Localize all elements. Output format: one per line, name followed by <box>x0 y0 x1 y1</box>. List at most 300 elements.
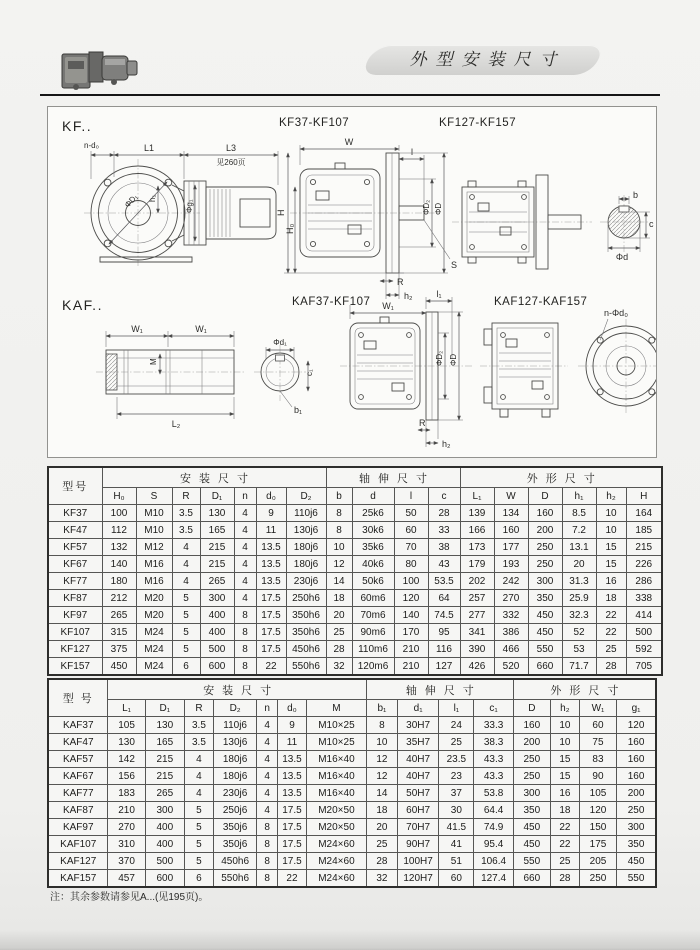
value-cell: M16×40 <box>306 768 366 785</box>
column-header: c <box>428 488 460 505</box>
value-cell: 9 <box>278 717 307 734</box>
value-cell: 180j6 <box>286 556 326 573</box>
model-cell: KAF67 <box>48 768 108 785</box>
value-cell: 315 <box>102 624 136 641</box>
value-cell: 286 <box>626 573 662 590</box>
group-header-mounting: 安装尺寸 <box>108 679 366 700</box>
value-cell: 230j6 <box>213 785 256 802</box>
value-cell: 450 <box>528 624 562 641</box>
value-cell: 20 <box>366 819 397 836</box>
value-cell: 180j6 <box>213 768 256 785</box>
dim-label-L1: L1 <box>143 143 155 153</box>
model-cell: KF57 <box>48 539 102 556</box>
column-header: W <box>494 488 528 505</box>
value-cell: 600 <box>145 870 184 888</box>
value-cell: 30k6 <box>352 522 394 539</box>
dim-label-l1: l₁ <box>436 289 442 299</box>
value-cell: 130 <box>145 717 184 734</box>
value-cell: 70m6 <box>352 607 394 624</box>
model-cell: KF87 <box>48 590 102 607</box>
sub-header-row <box>48 700 656 717</box>
value-cell: 40k6 <box>352 556 394 573</box>
column-header: D <box>528 488 562 505</box>
value-cell: 4 <box>234 522 256 539</box>
value-cell: 140 <box>394 607 428 624</box>
column-header: W₁ <box>579 700 616 717</box>
column-header: D₁ <box>145 700 184 717</box>
value-cell: 18 <box>596 590 626 607</box>
dim-label-D: ΦD <box>449 353 458 366</box>
value-cell: 215 <box>200 539 234 556</box>
value-cell: 13.1 <box>562 539 596 556</box>
page-bottom-shade <box>0 930 700 950</box>
value-cell: 160 <box>513 717 550 734</box>
value-cell: 12 <box>326 556 352 573</box>
value-cell: 127.4 <box>474 870 513 888</box>
value-cell: 4 <box>234 505 256 522</box>
value-cell: 50 <box>394 505 428 522</box>
column-header: L₁ <box>460 488 494 505</box>
column-header: n <box>257 700 278 717</box>
value-cell: M24 <box>136 658 172 676</box>
value-cell: 40H7 <box>397 768 438 785</box>
value-cell: 53.8 <box>474 785 513 802</box>
value-cell: 28 <box>550 870 579 888</box>
column-header: H <box>626 488 662 505</box>
value-cell: 75 <box>579 734 616 751</box>
value-cell: 4 <box>184 785 213 802</box>
value-cell: 270 <box>108 819 145 836</box>
value-cell: 5 <box>172 590 200 607</box>
value-cell: 132 <box>102 539 136 556</box>
value-cell: 18 <box>550 802 579 819</box>
value-cell: 250 <box>579 870 616 888</box>
value-cell: 350j6 <box>213 819 256 836</box>
value-cell: 70H7 <box>397 819 438 836</box>
value-cell: 130j6 <box>213 734 256 751</box>
value-cell: 5 <box>184 836 213 853</box>
value-cell: 250h6 <box>286 590 326 607</box>
value-cell: 13.5 <box>278 785 307 802</box>
value-cell: 112 <box>102 522 136 539</box>
kaf-right-range-label: KAF127-KAF157 <box>494 296 588 308</box>
model-cell: KAF127 <box>48 853 108 870</box>
model-cell: KF157 <box>48 658 102 676</box>
value-cell: 242 <box>494 573 528 590</box>
value-cell: 80 <box>394 556 428 573</box>
dim-label-h2: h₂ <box>442 439 451 449</box>
value-cell: 450 <box>513 836 550 853</box>
value-cell: 22 <box>550 836 579 853</box>
dim-label-D2: ΦD₂ <box>422 199 431 215</box>
value-cell: 150 <box>579 819 616 836</box>
value-cell: 110m6 <box>352 641 394 658</box>
dim-label-c1: c₁ <box>305 369 314 376</box>
kaf-shaft-section-drawing <box>254 338 314 415</box>
value-cell: 277 <box>460 607 494 624</box>
dim-label-R: R <box>397 277 404 287</box>
value-cell: 60H7 <box>397 802 438 819</box>
footnote: 注：其余参数请参见A...(见195页)。 <box>50 892 209 903</box>
value-cell: 140 <box>102 556 136 573</box>
column-header: d₀ <box>278 700 307 717</box>
dim-label-D1: ΦD₁ <box>122 192 140 210</box>
column-header: D₁ <box>200 488 234 505</box>
value-cell: 3.5 <box>172 505 200 522</box>
value-cell: 16 <box>596 573 626 590</box>
value-cell: 35H7 <box>397 734 438 751</box>
dim-label-H: H <box>276 209 286 216</box>
column-header: h₁ <box>562 488 596 505</box>
value-cell: 210 <box>394 641 428 658</box>
dim-label-L2: L₂ <box>171 419 181 429</box>
value-cell: 100 <box>394 573 428 590</box>
value-cell: M16×40 <box>306 751 366 768</box>
value-cell: 110j6 <box>213 717 256 734</box>
value-cell: 11 <box>278 734 307 751</box>
value-cell: 22 <box>256 658 286 676</box>
value-cell: 9 <box>256 505 286 522</box>
value-cell: 350h6 <box>286 607 326 624</box>
value-cell: 95 <box>428 624 460 641</box>
value-cell: M24×60 <box>306 836 366 853</box>
value-cell: 8 <box>234 641 256 658</box>
value-cell: 50k6 <box>352 573 394 590</box>
value-cell: 10 <box>326 539 352 556</box>
value-cell: 74.9 <box>474 819 513 836</box>
value-cell: 8 <box>234 607 256 624</box>
value-cell: 25 <box>366 836 397 853</box>
value-cell: 450 <box>617 853 656 870</box>
value-cell: 226 <box>626 556 662 573</box>
gear-motor-photo-graphic <box>56 38 144 94</box>
value-cell: 70 <box>394 539 428 556</box>
dim-label-n-d0: n-d₀ <box>84 141 99 150</box>
value-cell: 37 <box>439 785 474 802</box>
column-header: l <box>394 488 428 505</box>
table-row <box>48 590 662 607</box>
value-cell: 164 <box>626 505 662 522</box>
value-cell: 90 <box>579 768 616 785</box>
value-cell: 6 <box>172 658 200 676</box>
table-row <box>48 768 656 785</box>
column-header: g₁ <box>617 700 656 717</box>
model-cell: KF127 <box>48 641 102 658</box>
value-cell: M10×25 <box>306 734 366 751</box>
value-cell: 142 <box>108 751 145 768</box>
value-cell: 22 <box>596 607 626 624</box>
value-cell: 265 <box>145 785 184 802</box>
value-cell: 175 <box>579 836 616 853</box>
column-header: R <box>172 488 200 505</box>
value-cell: 60 <box>579 717 616 734</box>
kaf127-view-drawing <box>480 308 656 417</box>
value-cell: M24×60 <box>306 853 366 870</box>
value-cell: 300 <box>617 819 656 836</box>
value-cell: 105 <box>108 717 145 734</box>
value-cell: 300 <box>528 573 562 590</box>
value-cell: 4 <box>184 751 213 768</box>
value-cell: 180 <box>102 573 136 590</box>
value-cell: 13.5 <box>256 556 286 573</box>
kf-side-view-drawing <box>84 141 278 267</box>
value-cell: 550 <box>617 870 656 888</box>
value-cell: 24 <box>439 717 474 734</box>
column-header: b <box>326 488 352 505</box>
value-cell: 106.4 <box>474 853 513 870</box>
value-cell: 200 <box>617 785 656 802</box>
value-cell: 25 <box>596 641 626 658</box>
value-cell: 43.3 <box>474 751 513 768</box>
value-cell: 250 <box>528 539 562 556</box>
value-cell: 33.3 <box>474 717 513 734</box>
value-cell: 17.5 <box>278 802 307 819</box>
value-cell: 5 <box>184 802 213 819</box>
header-divider <box>40 94 660 96</box>
value-cell: 400 <box>145 836 184 853</box>
table-row <box>48 870 656 888</box>
value-cell: 205 <box>579 853 616 870</box>
value-cell: 25k6 <box>352 505 394 522</box>
value-cell: 64.4 <box>474 802 513 819</box>
value-cell: 40H7 <box>397 751 438 768</box>
value-cell: 10 <box>366 734 397 751</box>
value-cell: 450 <box>528 607 562 624</box>
value-cell: 13.5 <box>256 573 286 590</box>
value-cell: 41.5 <box>439 819 474 836</box>
dim-label-d1: Φd₁ <box>273 338 287 347</box>
column-header: h₂ <box>550 700 579 717</box>
dim-label-R: R <box>419 418 426 428</box>
kaf-front-view-drawing <box>340 289 472 449</box>
value-cell: 22 <box>550 819 579 836</box>
value-cell: 130 <box>108 734 145 751</box>
value-cell: 257 <box>460 590 494 607</box>
value-cell: 43 <box>428 556 460 573</box>
value-cell: 71.7 <box>562 658 596 676</box>
dimension-drawings-panel <box>47 106 657 458</box>
column-header: S <box>136 488 172 505</box>
model-column-header: 型号 <box>48 467 102 505</box>
value-cell: 350h6 <box>286 624 326 641</box>
column-header: D₂ <box>213 700 256 717</box>
value-cell: 215 <box>200 556 234 573</box>
value-cell: 43.3 <box>474 768 513 785</box>
value-cell: 200 <box>528 522 562 539</box>
value-cell: 4 <box>257 751 278 768</box>
value-cell: 215 <box>145 751 184 768</box>
value-cell: M10 <box>136 505 172 522</box>
table-row <box>48 836 656 853</box>
value-cell: 400 <box>200 624 234 641</box>
table-row <box>48 641 662 658</box>
value-cell: 166 <box>460 522 494 539</box>
kaf-mid-range-label: KAF37-KF107 <box>292 296 371 308</box>
value-cell: 13.5 <box>278 751 307 768</box>
column-header: c₁ <box>474 700 513 717</box>
value-cell: 8 <box>234 658 256 676</box>
group-header-overall: 外形尺寸 <box>460 467 662 488</box>
model-column-header: 型 号 <box>48 679 108 717</box>
kf-dimension-table <box>47 466 663 676</box>
value-cell: 130j6 <box>286 522 326 539</box>
value-cell: 160 <box>617 768 656 785</box>
value-cell: 139 <box>460 505 494 522</box>
table-row <box>48 505 662 522</box>
value-cell: 165 <box>145 734 184 751</box>
value-cell: 64 <box>428 590 460 607</box>
column-header: d₀ <box>256 488 286 505</box>
value-cell: M16 <box>136 573 172 590</box>
value-cell: 414 <box>626 607 662 624</box>
value-cell: 8 <box>326 505 352 522</box>
kf-right-range-label: KF127-KF157 <box>439 117 517 129</box>
dim-label-W: W <box>344 137 354 147</box>
value-cell: 10 <box>596 522 626 539</box>
value-cell: 165 <box>200 522 234 539</box>
value-cell: 450h6 <box>213 853 256 870</box>
value-cell: 32 <box>366 870 397 888</box>
value-cell: 83 <box>579 751 616 768</box>
value-cell: 156 <box>108 768 145 785</box>
value-cell: 230j6 <box>286 573 326 590</box>
value-cell: 183 <box>108 785 145 802</box>
value-cell: 660 <box>513 870 550 888</box>
value-cell: 370 <box>108 853 145 870</box>
value-cell: 17.5 <box>278 819 307 836</box>
value-cell: 28 <box>366 853 397 870</box>
value-cell: 310 <box>108 836 145 853</box>
kf-mid-range-label: KF37-KF107 <box>279 117 350 129</box>
value-cell: 160 <box>617 751 656 768</box>
model-cell: KAF157 <box>48 870 108 888</box>
value-cell: 270 <box>494 590 528 607</box>
table-row <box>48 624 662 641</box>
value-cell: 25 <box>326 624 352 641</box>
value-cell: 8 <box>234 624 256 641</box>
value-cell: 5 <box>172 607 200 624</box>
value-cell: 180j6 <box>286 539 326 556</box>
product-photo <box>56 38 144 94</box>
value-cell: 35k6 <box>352 539 394 556</box>
model-cell: KAF47 <box>48 734 108 751</box>
value-cell: 17.5 <box>278 836 307 853</box>
value-cell: 13.5 <box>256 539 286 556</box>
column-header: l₁ <box>439 700 474 717</box>
value-cell: 30H7 <box>397 717 438 734</box>
value-cell: 130 <box>200 505 234 522</box>
value-cell: 10 <box>550 717 579 734</box>
column-header: d₁ <box>397 700 438 717</box>
value-cell: 120 <box>617 717 656 734</box>
value-cell: 8 <box>257 819 278 836</box>
value-cell: 17.5 <box>256 607 286 624</box>
table-row <box>48 556 662 573</box>
value-cell: 250 <box>513 751 550 768</box>
value-cell: 50H7 <box>397 785 438 802</box>
value-cell: 60 <box>439 870 474 888</box>
column-header: L₁ <box>108 700 145 717</box>
value-cell: 160 <box>494 522 528 539</box>
kaf-dimension-table <box>47 678 657 888</box>
value-cell: 265 <box>102 607 136 624</box>
dim-label-M: M <box>149 358 158 365</box>
value-cell: 110j6 <box>286 505 326 522</box>
table-row <box>48 539 662 556</box>
value-cell: 105 <box>579 785 616 802</box>
value-cell: 350 <box>528 590 562 607</box>
model-cell: KAF77 <box>48 785 108 802</box>
value-cell: 4 <box>172 556 200 573</box>
value-cell: 4 <box>234 590 256 607</box>
value-cell: 28 <box>596 658 626 676</box>
value-cell: 32 <box>326 658 352 676</box>
value-cell: 100H7 <box>397 853 438 870</box>
value-cell: 170 <box>394 624 428 641</box>
value-cell: 6 <box>184 870 213 888</box>
value-cell: 60m6 <box>352 590 394 607</box>
model-cell: KF67 <box>48 556 102 573</box>
column-header: H₀ <box>102 488 136 505</box>
dim-label-D: ΦD <box>434 202 443 215</box>
value-cell: 23.5 <box>439 751 474 768</box>
value-cell: 4 <box>257 768 278 785</box>
value-cell: 12 <box>366 751 397 768</box>
value-cell: 250 <box>513 768 550 785</box>
dim-label-D2: ΦD₂ <box>435 350 444 366</box>
value-cell: 300 <box>513 785 550 802</box>
value-cell: 5 <box>172 641 200 658</box>
column-header: M <box>306 700 366 717</box>
value-cell: 160 <box>528 505 562 522</box>
value-cell: 450 <box>513 819 550 836</box>
value-cell: 15 <box>550 768 579 785</box>
value-cell: 134 <box>494 505 528 522</box>
value-cell: 250j6 <box>213 802 256 819</box>
sub-header-row <box>48 488 662 505</box>
value-cell: 212 <box>102 590 136 607</box>
value-cell: 11 <box>256 522 286 539</box>
kf127-view-drawing <box>452 175 592 269</box>
value-cell: 8 <box>326 522 352 539</box>
value-cell: 18 <box>366 802 397 819</box>
value-cell: 5 <box>172 624 200 641</box>
dim-label-c: c <box>649 219 654 229</box>
value-cell: 338 <box>626 590 662 607</box>
value-cell: M16 <box>136 556 172 573</box>
value-cell: 500 <box>626 624 662 641</box>
value-cell: 28 <box>326 641 352 658</box>
dim-label-H0: H₀ <box>285 223 295 234</box>
value-cell: 52 <box>562 624 596 641</box>
value-cell: 8.5 <box>562 505 596 522</box>
value-cell: 457 <box>108 870 145 888</box>
model-cell: KAF37 <box>48 717 108 734</box>
value-cell: 90H7 <box>397 836 438 853</box>
value-cell: 265 <box>200 573 234 590</box>
value-cell: 8 <box>366 717 397 734</box>
value-cell: 74.5 <box>428 607 460 624</box>
model-cell: KF77 <box>48 573 102 590</box>
value-cell: 350 <box>617 836 656 853</box>
value-cell: 30 <box>439 802 474 819</box>
value-cell: 8 <box>257 836 278 853</box>
value-cell: 15 <box>596 539 626 556</box>
value-cell: 520 <box>494 658 528 676</box>
value-cell: 3.5 <box>172 522 200 539</box>
value-cell: 250 <box>528 556 562 573</box>
value-cell: 4 <box>184 768 213 785</box>
